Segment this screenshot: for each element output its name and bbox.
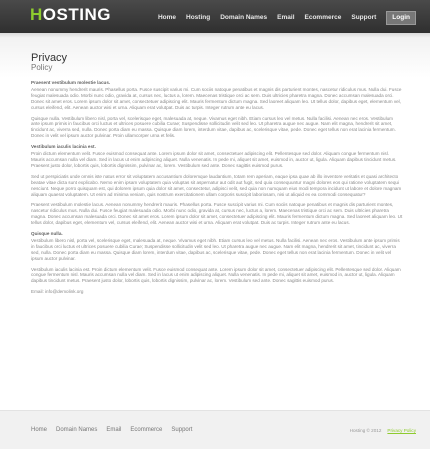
section-text: Sed ut perspiciatis unde omnis iste natus error sit voluptatem accusantium doloremque laudantium, totam rem aperiam, eaque ipsa quae ab illo inventore veritatis et quasi architecto beatae vitae dicta sunt explicabo. Nemo enim ipsam voluptatem quia voluptas sit aspernatur aut odit aut fugit, sed quia consequuntur magni dolores eos qui ratione voluptatem sequi nesciunt. Neque porro quisquam est, qui dolorem ipsum quia dolor sit amet, consectetur, adipisci velit, sed quia non numquam eius modi tempora incidunt ut labore et dolore magnam aliquam quaerat voluptatem. Ut enim ad minima veniam, quis nostrum exercitationem ullam corporis suscipit laboriosam, nisi ut aliquid ex ea commodi consequatur?	[31, 173, 402, 197]
nav-hosting[interactable]: Hosting	[186, 14, 211, 21]
footer-nav-home[interactable]: Home	[31, 427, 48, 433]
nav-support[interactable]: Support	[351, 14, 377, 21]
copyright	[350, 428, 416, 434]
privacy-policy-link[interactable]: Privacy Policy	[387, 428, 416, 433]
section-text: Quisque nulla. Vestibulum libero nisl, porta vel, scelerisque eget, malesuada at, neque. Vivamus eget nibh. Etiam cursus leo vel metus. Nulla facilisi. Aenean nec eros. Vestibulum ante ipsum primis in faucibus orci luctus et ultrices posuere cubilia Curae; Suspendisse sollicitudin velit sed leo. Ut pharetra augue nec augue. Nam elit magna, hendrerit sit amet, tincidunt ac, viverra sed, nulla. Donec porta diam eu massa. Quisque diam lorem, interdum vitae, dapibus ac, scelerisque vitae, pede. Donec eget tellus non erat lacinia fermentum. Donec in velit vel ipsum auctor pulvinar. Proin ullamcorper urna et felis.	[31, 115, 396, 139]
section-text: Proin dictum elementum velit. Fusce euismod consequat ante. Lorem ipsum dolor sit amet, consectetuer adipiscing elit. Pellentesque sed dolor. Aliquam congue fermentum nisl. Mauris accumsan nulla vel diam. Sed in lacus ut enim adipiscing aliquet. Nulla venenatis. In pede mi, aliquet sit amet, euismod in, auctor ut, ligula. Aliquam dapibus tincidunt metus. Praesent justo dolor, lobortis quis, lobortis dignissim, pulvinar ac, lorem. Vestibulum sed ante. Donec sagittis euismod purus.	[31, 151, 397, 168]
login-button[interactable]: Login	[386, 11, 416, 25]
nav-domain-names[interactable]: Domain Names	[220, 14, 268, 21]
copyright-text: Hosting © 2012	[349, 428, 382, 433]
logo[interactable]	[30, 5, 111, 25]
footer-nav-ecommerce[interactable]: Ecommerce	[130, 427, 163, 433]
nav-home[interactable]: Home	[157, 14, 176, 21]
footer-nav-support[interactable]: Support	[171, 427, 193, 433]
logo-text: OSTING	[42, 5, 111, 24]
policy-body	[31, 80, 403, 300]
footer-nav-domain-names[interactable]: Domain Names	[56, 427, 98, 433]
footer-nav-email[interactable]: Email	[106, 427, 122, 433]
email-line[interactable]: Email: info@demolink.org	[31, 289, 84, 295]
main-nav	[148, 11, 416, 25]
section-text: Aenean nonummy hendrerit mauris. Phasellus porta. Fusce suscipit varius mi. Cum sociis natoque penatibus et magnis dis parturient montes, nascetur ridiculus mus. Nulla dui. Fusce feugiat malesuada odio. Morbi nunc odio, gravida at, cursus nec, luctus a, lorem. Maecenas tristique orci ac sem. Duis ultricies pharetra magna. Donec accumsan malesuada orci. Donec sit amet eros. Lorem ipsum dolor sit amet, consectetuer adipiscing elit. Mauris fermentum dictum magna. Sed laoreet aliquam leo. Ut tellus dolor, dapibus eget, elementum vel, cursus eleifend, elit. Aenean auctor wisi et urna. Aliquam erat volutpat. Duis ac turpis. Integer rutrum ante eu lacus.	[31, 86, 402, 110]
section-heading: Quisque nulla.	[31, 231, 63, 237]
nav-ecommerce[interactable]: Ecommerce	[304, 14, 342, 21]
section-text: Vestibulum iaculis lacinia est. Proin dictum elementum velit. Fusce euismod consequat ante. Lorem ipsum dolor sit amet, consectetuer adipiscing elit. Pellentesque sed dolor. Aliquam congue fermentum nisl. Mauris accumsan nulla vel diam. Sed in lacus ut enim adipiscing aliquet. Nulla venenatis. In pede mi, aliquet sit amet, euismod in, auctor ut, ligula. Aliquam dapibus tincidunt metus. Praesent justo dolor, lobortis quis, lobortis dignissim, pulvinar ac, lorem. Vestibulum sed ante. Donec sagittis euismod purus.	[31, 266, 401, 284]
footer	[0, 410, 430, 449]
section-text: Vestibulum libero nisl, porta vel, scelerisque eget, malesuada at, neque. Vivamus eget nibh. Etiam cursus leo vel metus. Nulla facilisi. Aenean nec eros. Vestibulum ante ipsum primis in faucibus orci luctus et ultrices posuere cubilia Curae; Suspendisse sollicitudin velit sed leo. Ut pharetra augue nec augue. Nam elit magna, hendrerit sit amet, tincidunt ac, viverra sed, nulla. Donec porta diam eu massa. Quisque diam lorem, interdum vitae, dapibus ac, scelerisque vitae, pede. Donec eget tellus non erat lacinia fermentum. Donec in velit vel ipsum auctor pulvinar.	[31, 237, 400, 261]
section-text: Praesent vestibulum molestie lacus. Aenean nonummy hendrerit mauris. Phasellus porta. Fusce suscipit varius mi. Cum sociis natoque penatibus et magnis dis parturient montes, nascetur ridiculus mus. Nulla dui. Fusce feugiat malesuada odio. Morbi nunc odio, gravida at, cursus nec, luctus a, lorem. Maecenas tristique orci ac sem. Duis ultricies pharetra magna. Donec accumsan malesuada orci. Donec sit amet eros. Lorem ipsum dolor sit amet, consectetuer adipiscing elit. Mauris fermentum dictum magna. Sed laoreet aliquam leo. Ut tellus dolor, dapibus eget, elementum vel, cursus eleifend, elit. Aenean auctor wisi et urna. Aliquam erat volutpat. Duis ac turpis. Integer rutrum ante eu lacus.	[31, 202, 403, 226]
header	[0, 0, 430, 33]
page-title: Privacy	[31, 52, 68, 64]
logo-accent-letter: H	[30, 5, 43, 24]
section-heading: Praesent vestibulum molestie lacus.	[31, 80, 111, 85]
section-heading: Vestibulum iaculis lacinia est.	[31, 144, 96, 150]
main-content	[0, 38, 430, 408]
nav-email[interactable]: Email	[277, 14, 295, 21]
footer-nav	[31, 426, 201, 434]
page-subtitle: Policy	[31, 63, 53, 72]
